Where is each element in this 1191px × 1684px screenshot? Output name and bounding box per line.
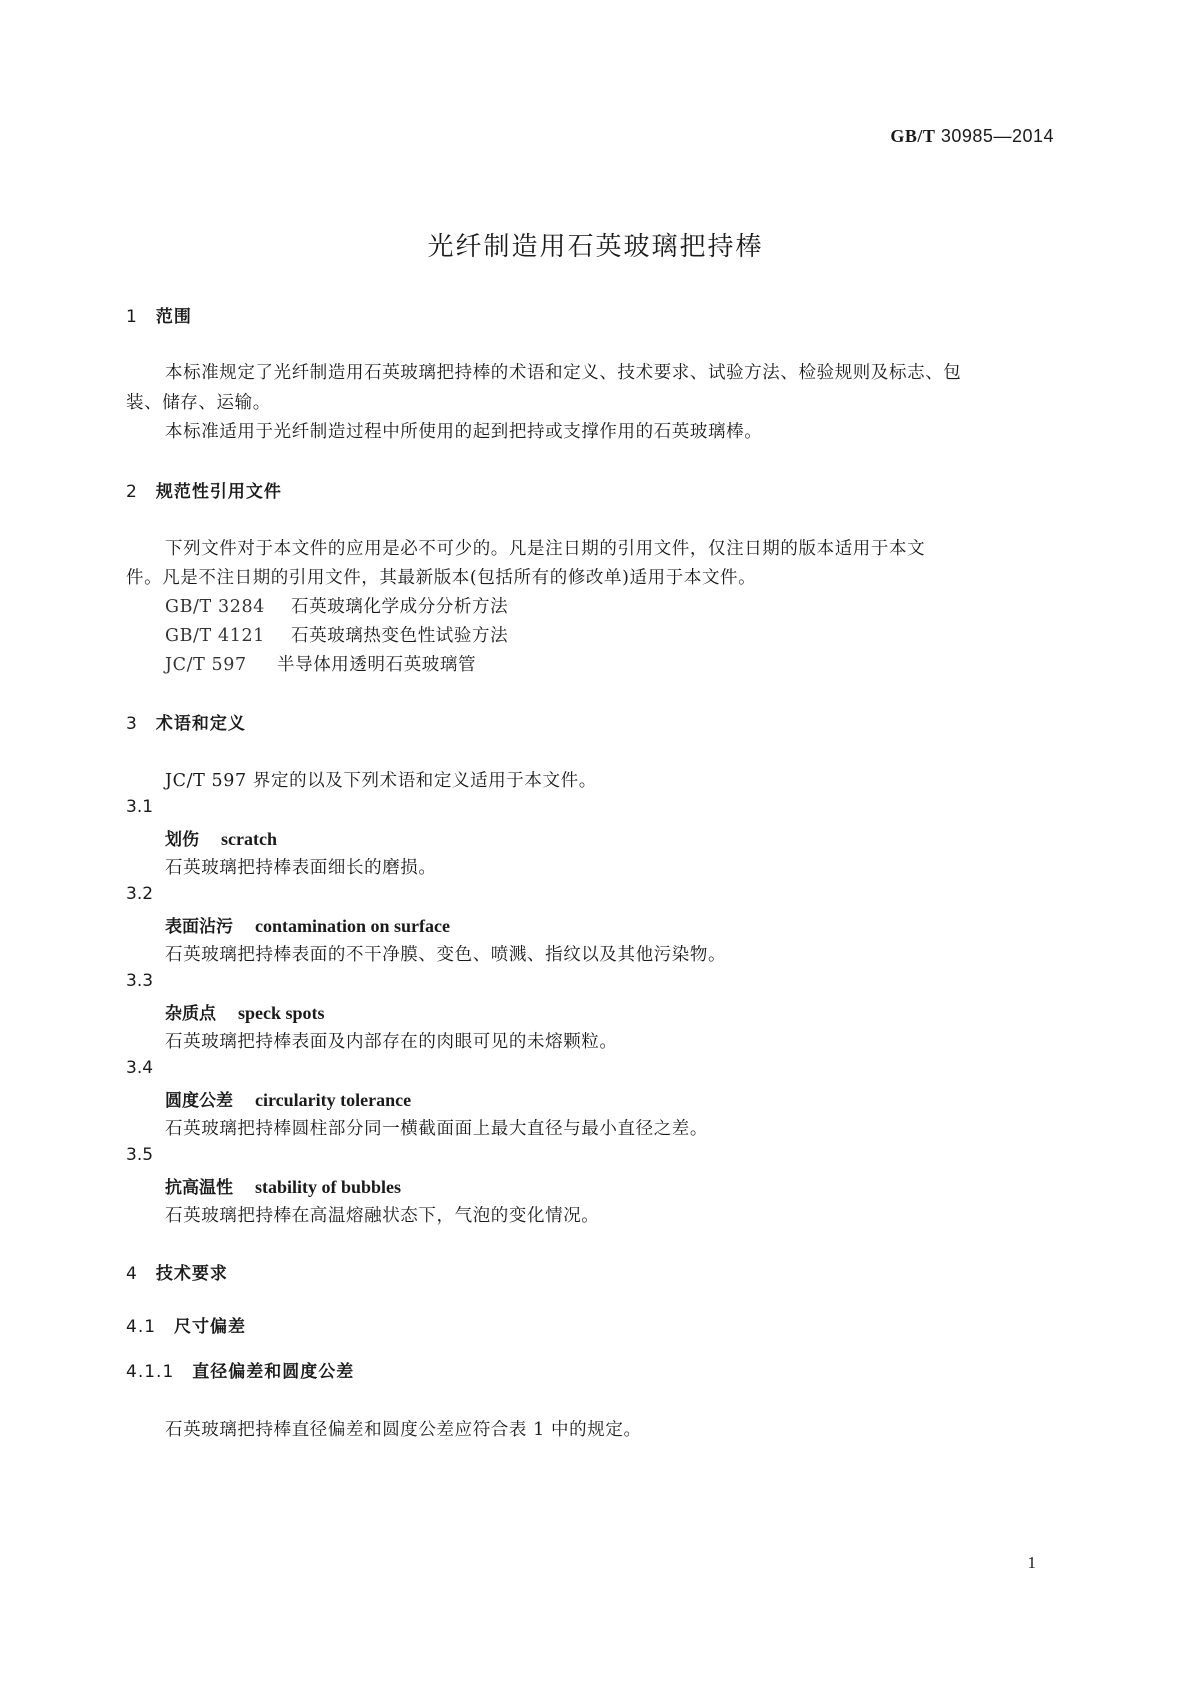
s1-paragraph-2: 本标准适用于光纤制造过程中所使用的起到把持或支撑作用的石英玻璃棒。 xyxy=(165,422,763,442)
term-en: contamination on surface xyxy=(255,916,450,936)
section-number: 2 xyxy=(126,482,138,502)
term-heading xyxy=(165,912,450,937)
s2-paragraph-1-line-1: 下列文件对于本文件的应用是必不可少的。凡是注日期的引用文件，仅注日期的版本适用于本文 xyxy=(165,539,926,559)
section-4-heading xyxy=(126,1259,228,1284)
standard-code xyxy=(890,126,1054,147)
standard-number: 30985—2014 xyxy=(940,126,1054,146)
s1-paragraph-1-line-2: 装、储存、运输。 xyxy=(126,393,271,413)
section-number: 4.1.1 xyxy=(126,1362,175,1382)
reference-code: GB/T 4121 xyxy=(165,626,265,646)
section-title: 范围 xyxy=(155,307,192,327)
term-en: scratch xyxy=(221,829,277,849)
section-title: 尺寸偏差 xyxy=(174,1317,247,1337)
term-number: 3.4 xyxy=(126,1058,154,1078)
s3-intro: JC/T 597 界定的以及下列术语和定义适用于本文件。 xyxy=(165,771,597,791)
reference-item xyxy=(165,651,476,676)
term-definition: 石英玻璃把持棒圆柱部分同一横截面面上最大直径与最小直径之差。 xyxy=(165,1119,708,1139)
reference-code: JC/T 597 xyxy=(165,655,247,675)
s4-paragraph-1: 石英玻璃把持棒直径偏差和圆度公差应符合表 1 中的规定。 xyxy=(165,1420,642,1440)
term-zh: 抗高温性 xyxy=(165,1178,233,1198)
section-number: 4.1 xyxy=(126,1317,157,1337)
section-number: 4 xyxy=(126,1264,138,1284)
section-1-heading xyxy=(126,302,192,327)
reference-title: 半导体用透明石英玻璃管 xyxy=(277,655,477,675)
term-definition: 石英玻璃把持棒在高温熔融状态下，气泡的变化情况。 xyxy=(165,1206,600,1226)
term-definition: 石英玻璃把持棒表面细长的磨损。 xyxy=(165,858,437,878)
reference-title: 石英玻璃化学成分分析方法 xyxy=(291,597,509,617)
s1-paragraph-1-line-1: 本标准规定了光纤制造用石英玻璃把持棒的术语和定义、技术要求、试验方法、检验规则及标志、包 xyxy=(165,363,962,383)
term-heading xyxy=(165,825,277,850)
term-en: speck spots xyxy=(238,1003,325,1023)
page-number: 1 xyxy=(1027,1553,1036,1572)
section-2-heading xyxy=(126,477,282,502)
term-heading xyxy=(165,1173,401,1198)
term-number: 3.1 xyxy=(126,797,154,817)
reference-item xyxy=(165,593,508,618)
term-zh: 表面沾污 xyxy=(165,917,233,937)
reference-item xyxy=(165,622,508,647)
section-title: 技术要求 xyxy=(155,1264,228,1284)
reference-title: 石英玻璃热变色性试验方法 xyxy=(291,626,509,646)
term-heading xyxy=(165,999,325,1024)
term-zh: 圆度公差 xyxy=(165,1091,233,1111)
section-3-heading xyxy=(126,709,246,734)
term-number: 3.2 xyxy=(126,884,154,904)
section-number: 1 xyxy=(126,307,138,327)
document-title: 光纤制造用石英玻璃把持棒 xyxy=(427,232,764,262)
term-en: circularity tolerance xyxy=(255,1090,412,1110)
term-definition: 石英玻璃把持棒表面的不干净膜、变色、喷溅、指纹以及其他污染物。 xyxy=(165,945,727,965)
section-title: 直径偏差和圆度公差 xyxy=(192,1362,355,1382)
term-zh: 杂质点 xyxy=(165,1004,216,1024)
term-heading xyxy=(165,1086,411,1111)
subsection-4-1-1-heading xyxy=(126,1357,354,1382)
term-en: stability of bubbles xyxy=(255,1177,402,1197)
term-number: 3.3 xyxy=(126,971,154,991)
standard-prefix: GB/T xyxy=(890,126,936,146)
section-title: 规范性引用文件 xyxy=(155,482,282,502)
subsection-4-1-heading xyxy=(126,1312,246,1337)
term-definition: 石英玻璃把持棒表面及内部存在的肉眼可见的未熔颗粒。 xyxy=(165,1032,618,1052)
s2-paragraph-1-line-2: 件。凡是不注日期的引用文件，其最新版本(包括所有的修改单)适用于本文件。 xyxy=(126,568,757,588)
reference-code: GB/T 3284 xyxy=(165,597,265,617)
section-title: 术语和定义 xyxy=(155,714,246,734)
term-zh: 划伤 xyxy=(165,830,199,850)
section-number: 3 xyxy=(126,714,138,734)
term-number: 3.5 xyxy=(126,1145,154,1165)
